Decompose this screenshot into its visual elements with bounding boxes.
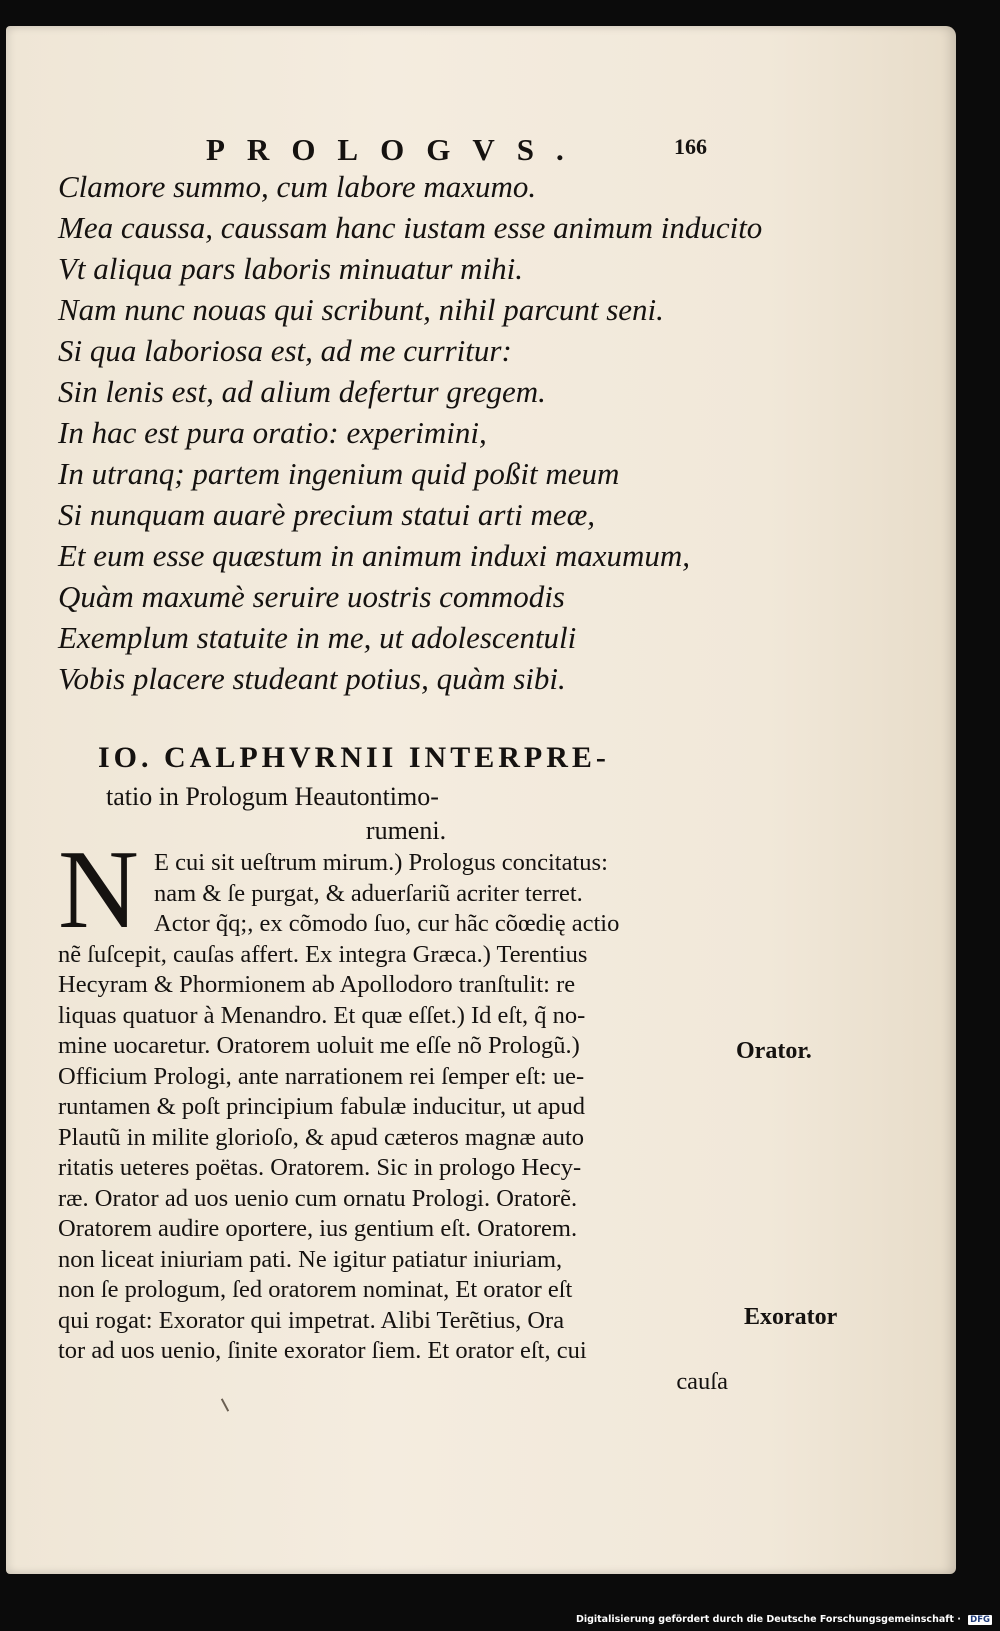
catchword: cauſa — [676, 1367, 728, 1395]
page-number: 166 — [674, 134, 707, 159]
verse-line: Clamore summo, cum labore maxumo. — [58, 169, 537, 204]
dfg-logo: DFG — [970, 1615, 990, 1625]
commentary-line: Actor q̃q;, ex cõmodo ſuo, cur hãc cõœdię actio — [154, 910, 620, 937]
commentary-line: nẽ ſuſcepit, cauſas affert. Ex integra Græca.) Terentius — [58, 940, 588, 968]
commentary-line: non liceat iniuriam pati. Ne igitur patiatur iniuriam, — [58, 1245, 563, 1273]
running-head: PROLOGVS. — [206, 132, 586, 167]
verse-line: Si nunquam auarè precium statui arti meæ, — [58, 497, 596, 532]
verse-block — [58, 166, 778, 699]
commentary-line: non ſe prologum, ſed oratorem nominat, Et orator eſt — [58, 1276, 573, 1303]
commentary-line: E cui sit ueſtrum mirum.) Prologus concitatus: — [154, 849, 608, 876]
commentary-block — [58, 848, 748, 1397]
commentary-line: Plautũ in milite glorioſo, & apud cæteros magnæ auto — [58, 1123, 585, 1151]
marginal-note-orator: Orator. — [736, 1038, 812, 1064]
commentary-line: tor ad uos uenio, ſinite exorator ſiem. Et orator eſt, cui — [58, 1337, 587, 1364]
verse-line: Exemplum statuite in me, ut adolescentuli — [58, 620, 577, 655]
verse-line: Sin lenis est, ad alium defertur gregem. — [58, 374, 546, 409]
marginal-note-exorator: Exorator — [744, 1304, 838, 1330]
verse-line: Vt aliqua pars laboris minuatur mihi. — [58, 251, 524, 286]
section-subheading: tatio in Prologum Heautontimo- — [106, 782, 439, 811]
verse-line: In hac est pura oratio: experimini, — [58, 415, 487, 450]
ink-mark — [221, 1398, 229, 1411]
commentary-line: ræ. Orator ad uos uenio cum ornatu Prologi. Oratorẽ. — [58, 1184, 578, 1212]
verse-line: Et eum esse quæstum in animum induxi maxumum, — [58, 538, 690, 573]
book-page — [6, 26, 956, 1574]
commentary-line: mine uocaretur. Oratorem uoluit me eſſe nõ Prologũ.) — [58, 1032, 580, 1059]
commentary-line: qui rogat: Exorator qui impetrat. Alibi Terẽtius, Ora — [58, 1306, 565, 1334]
commentary-line: Hecyram & Phormionem ab Apollodoro tranſtulit: re — [58, 971, 576, 998]
verse-line: Quàm maxumè seruire uostris commodis — [58, 579, 565, 614]
commentary-line: Oratorem audire oportere, ius gentium eſt. Oratorem. — [58, 1215, 578, 1242]
commentary-line: liquas quatuor à Menandro. Et quæ eſſet.) Id eſt, q̃ no- — [58, 1001, 586, 1029]
credit-text: Digitalisierung gefördert durch die Deutsche Forschungsgemeinschaft · — [575, 1614, 961, 1625]
verse-line: In utranq; partem ingenium quid poßit meum — [58, 456, 620, 491]
commentary-line: nam & ſe purgat, & aduerſariũ acriter terret. — [154, 879, 583, 907]
section-heading: IO. CALPHVRNII INTERPRE- — [98, 741, 610, 774]
commentary-line: Officium Prologi, ante narrationem rei ſemper eſt: ue- — [58, 1062, 585, 1090]
drop-cap-initial: N — [58, 828, 139, 952]
verse-line: Mea caussa, caussam hanc iustam esse animum inducito — [58, 210, 763, 245]
commentary-line: runtamen & poſt principium fabulæ inducitur, ut apud — [58, 1093, 586, 1120]
verse-line: Vobis placere studeant potius, quàm sibi. — [58, 661, 566, 696]
verse-line: Nam nunc nouas qui scribunt, nihil parcunt seni. — [58, 292, 664, 327]
verse-line: Si qua laboriosa est, ad me curritur: — [58, 333, 512, 368]
digitization-credit — [576, 1614, 992, 1625]
section-subheading-end: rumeni. — [365, 816, 447, 845]
commentary-line: ritatis ueteres poëtas. Oratorem. Sic in prologo Hecy- — [58, 1154, 582, 1181]
